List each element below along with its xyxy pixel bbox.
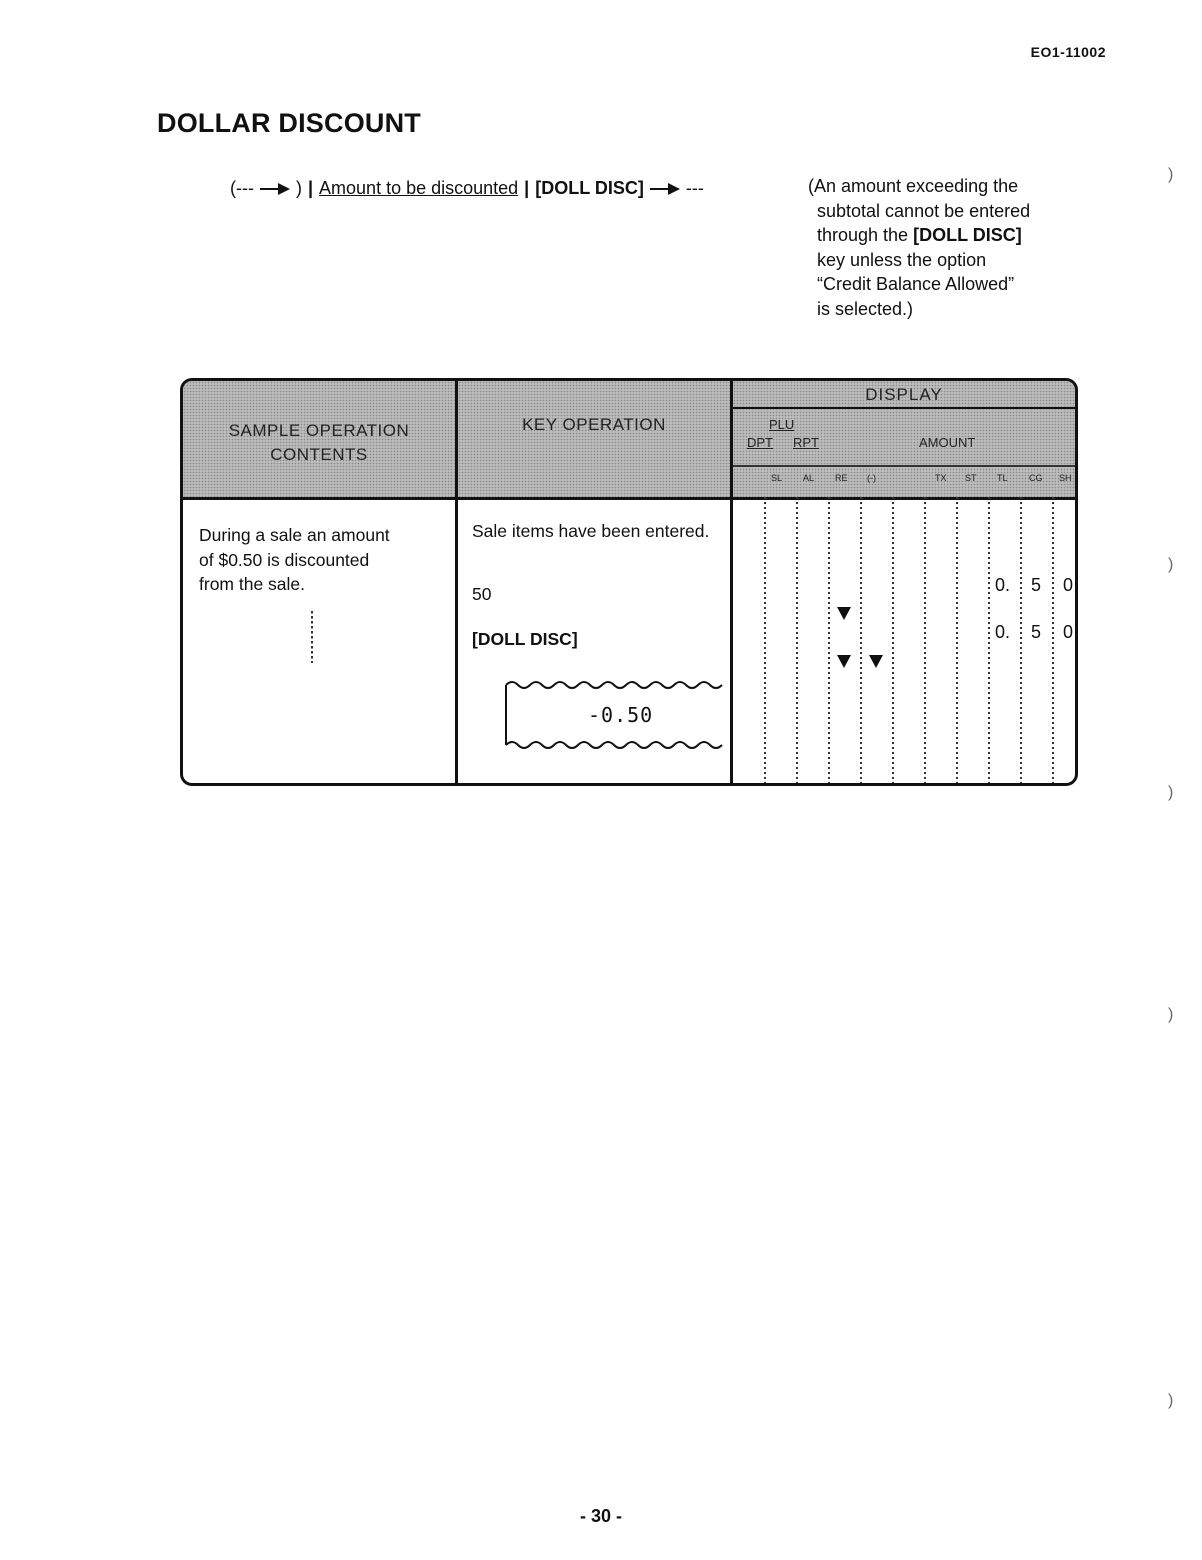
display-digit: 0. xyxy=(995,575,1011,595)
syntax-close-paren: ) xyxy=(295,178,302,198)
binding-mark: ) xyxy=(1168,1006,1174,1023)
display-digit: 0. xyxy=(995,622,1011,642)
syntax-bar: | xyxy=(307,178,314,198)
note-line: subtotal cannot be entered xyxy=(817,200,1031,221)
binding-mark: ) xyxy=(1168,166,1174,183)
syntax-key: [DOLL DISC] xyxy=(535,178,644,198)
key-op-doll-disc: [DOLL DISC] xyxy=(472,629,578,649)
display-grid-line xyxy=(988,497,990,783)
divider xyxy=(733,407,1075,409)
indicator-al: AL xyxy=(803,473,815,483)
display-column xyxy=(730,381,1075,783)
page-title: DOLLAR DISCOUNT xyxy=(157,108,421,138)
key-op-amount: 50 xyxy=(472,584,492,604)
binding-mark: ) xyxy=(1168,556,1174,573)
binding-mark: ) xyxy=(1168,1392,1174,1409)
indicator-sl: SL xyxy=(771,473,783,483)
syntax-amount: Amount to be discounted xyxy=(319,178,519,198)
syntax-bar: | xyxy=(524,178,530,198)
operation-note xyxy=(808,174,1078,321)
key-op-entered: Sale items have been entered. xyxy=(472,521,710,541)
indicator-triangle-icon xyxy=(869,655,883,668)
note-key: [DOLL DISC] xyxy=(913,225,1022,245)
page-number: - 30 - xyxy=(579,1506,622,1526)
note-line: “Credit Balance Allowed” xyxy=(817,274,1015,294)
syntax-open: (--- xyxy=(230,178,254,198)
note-line: key unless the option xyxy=(817,249,987,270)
sample-operation-column xyxy=(183,381,455,783)
indicator-triangle-icon xyxy=(837,655,851,668)
binding-mark: ) xyxy=(1168,784,1174,801)
receipt-value: -0.50 xyxy=(588,703,654,727)
display-digit: 5 xyxy=(1031,622,1042,642)
arrow-right-icon xyxy=(260,182,290,196)
display-grid-line xyxy=(860,497,862,783)
key-operation-column xyxy=(455,381,730,783)
note-line: (An amount exceeding the xyxy=(808,176,1019,196)
indicator-triangle-icon xyxy=(837,607,851,620)
display-grid-line xyxy=(892,497,894,783)
header-display: DISPLAY xyxy=(865,385,943,404)
label-plu: PLU xyxy=(769,417,795,432)
header-sample-operation: SAMPLE OPERATION CONTENTS xyxy=(228,421,410,464)
display-digit: 0 xyxy=(1063,575,1074,595)
header-key-operation: KEY OPERATION xyxy=(522,415,666,434)
note-line: through the [DOLL DISC] xyxy=(817,225,1022,245)
display-digit: 5 xyxy=(1031,575,1042,595)
display-grid-line xyxy=(1052,497,1054,783)
indicator-st: ST xyxy=(965,473,977,483)
receipt-strip xyxy=(502,679,732,757)
display-header xyxy=(733,381,1075,500)
divider xyxy=(733,465,1075,467)
display-grid-line xyxy=(828,497,830,783)
indicator-tl: TL xyxy=(997,473,1008,483)
display-digit: 0 xyxy=(1063,622,1074,642)
arrow-right-icon xyxy=(650,182,680,196)
indicator-cg: CG xyxy=(1029,473,1043,483)
display-grid-line xyxy=(924,497,926,783)
operation-table xyxy=(180,378,1078,786)
table-header xyxy=(183,381,455,500)
document-id: EO1-11002 xyxy=(1030,44,1106,60)
indicator-sh: SH xyxy=(1059,473,1072,483)
indicator-re: RE xyxy=(835,473,848,483)
display-grid-line xyxy=(796,497,798,783)
syntax-tail: --- xyxy=(685,178,704,198)
note-line: is selected.) xyxy=(817,298,914,319)
label-rpt: RPT xyxy=(793,435,819,450)
operation-syntax xyxy=(230,178,704,199)
table-header xyxy=(458,381,730,500)
display-grid-line xyxy=(1020,497,1022,783)
indicator-tx: TX xyxy=(935,473,947,483)
indicator-minus: (-) xyxy=(867,473,876,483)
display-grid-line xyxy=(956,497,958,783)
label-dpt: DPT xyxy=(747,435,773,450)
sample-operation-text: During a sale an amount of $0.50 is discounted from the sale. xyxy=(199,525,390,594)
continuation-dots xyxy=(311,611,313,663)
label-amount: AMOUNT xyxy=(919,435,976,450)
display-grid-line xyxy=(764,497,766,783)
